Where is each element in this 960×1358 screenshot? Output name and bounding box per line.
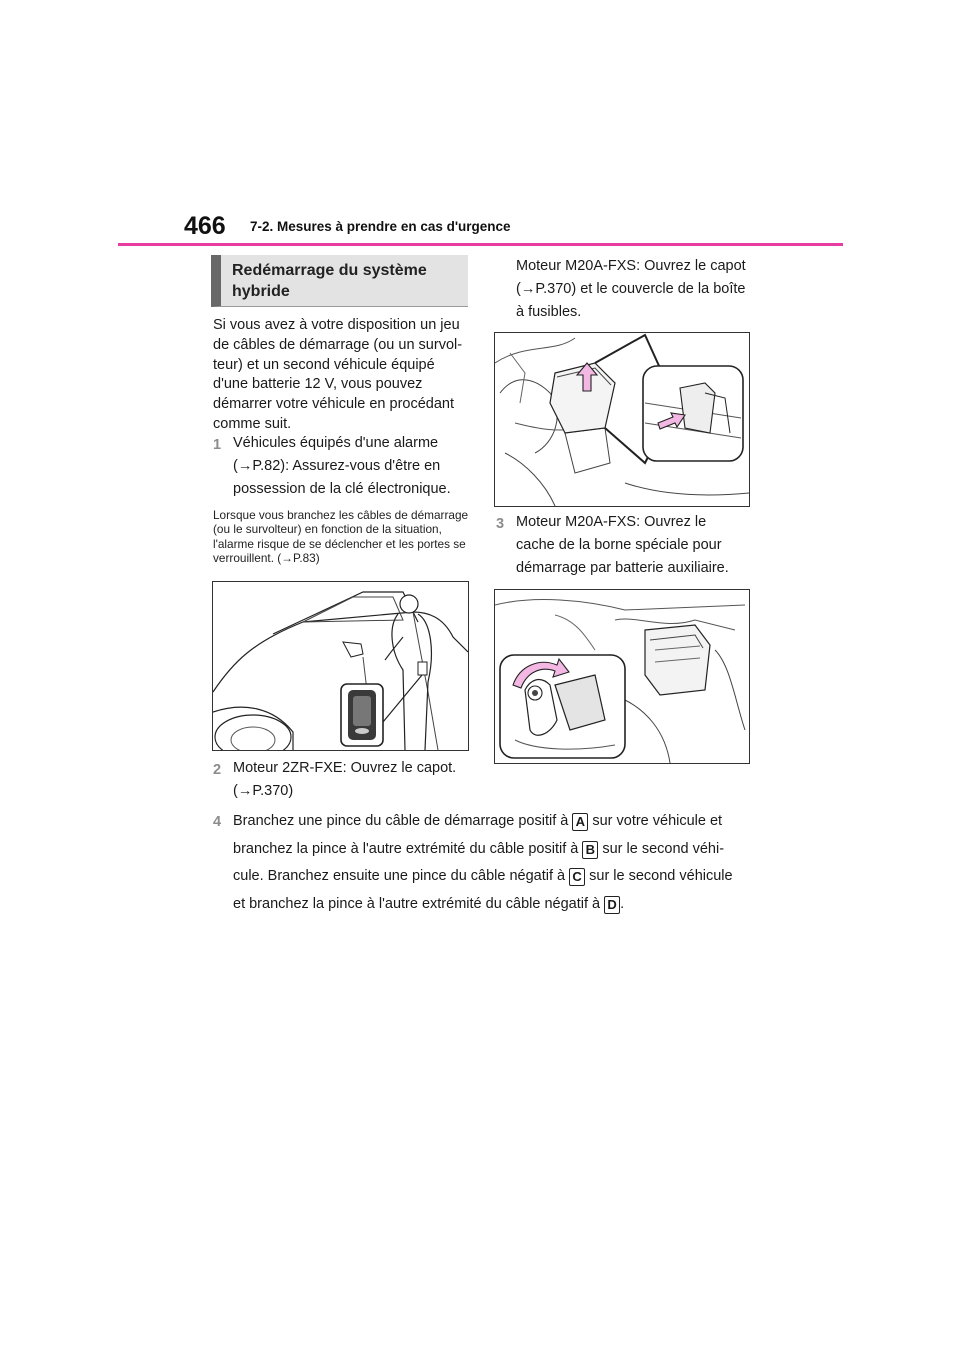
figure-electronic-key — [212, 581, 469, 751]
step-number: 2 — [213, 762, 222, 778]
alarm-note: Lorsque vous branchez les câbles de démarrage (ou le survolteur) en fonction de la situation, l'alarme risque de se déclencher et les portes se verrouillent. (→P.83) — [213, 508, 469, 566]
line-text: sur le second véhicule — [589, 868, 733, 884]
step-text: Moteur M20A-FXS: Ouvrez le capot (→P.370) et le couvercle de la boîte à fusibles. — [516, 258, 746, 320]
line-text: branchez la pince à l'autre extrémité du câble positif à — [233, 840, 579, 857]
jump-terminal-illustration — [495, 590, 749, 763]
step-number: 1 — [213, 437, 222, 453]
step-4-line — [233, 891, 793, 919]
figure-fuse-box — [494, 332, 750, 507]
label-b-badge: B — [582, 841, 598, 859]
step-4-line — [233, 808, 793, 836]
line-text: sur votre véhicule et — [592, 813, 723, 829]
intro-paragraph: Si vous avez à votre disposition un jeu de câbles de démarrage (ou un survol-teur) et un second véhicule équipé d'une batterie 12 V, vous pouvez démarrer votre véhicule en procédant comme suit. — [213, 317, 463, 432]
section-heading-box — [211, 255, 468, 307]
line-text: Branchez une pince du câble de démarrage positif à — [233, 813, 569, 829]
figure-jump-terminal — [494, 589, 750, 764]
section-breadcrumb: 7-2. Mesures à prendre en cas d'urgence — [250, 219, 511, 234]
line-text: cule. Branchez ensuite une pince du câble négatif à — [233, 868, 566, 884]
electronic-key-illustration — [213, 582, 468, 750]
label-a-badge: A — [572, 813, 588, 831]
step-text: Véhicules équipés d'une alarme (→P.82): Assurez-vous d'être en possession de la clé électronique. — [233, 435, 451, 497]
line-text: . — [620, 895, 625, 912]
line-text: et branchez la pince à l'autre extrémité du câble négatif à — [233, 895, 601, 912]
label-c-badge: C — [569, 868, 585, 886]
line-text: sur le second véhi- — [602, 840, 725, 857]
step-4-text — [233, 808, 793, 918]
step-number: 4 — [213, 814, 222, 830]
step-text: Moteur M20A-FXS: Ouvrez le cache de la borne spéciale pour démarrage par batterie auxiliaire. — [516, 514, 729, 576]
header-divider — [118, 243, 843, 246]
fuse-box-illustration — [495, 333, 749, 506]
section-title: Redémarrage du système hybride — [232, 262, 427, 300]
step-4-line — [233, 863, 793, 891]
step-number: 3 — [496, 516, 505, 532]
page-number: 466 — [184, 212, 226, 240]
label-d-badge: D — [604, 896, 620, 914]
step-text: Moteur 2ZR-FXE: Ouvrez le capot. (→P.370) — [233, 760, 457, 799]
step-4-line — [233, 836, 793, 864]
